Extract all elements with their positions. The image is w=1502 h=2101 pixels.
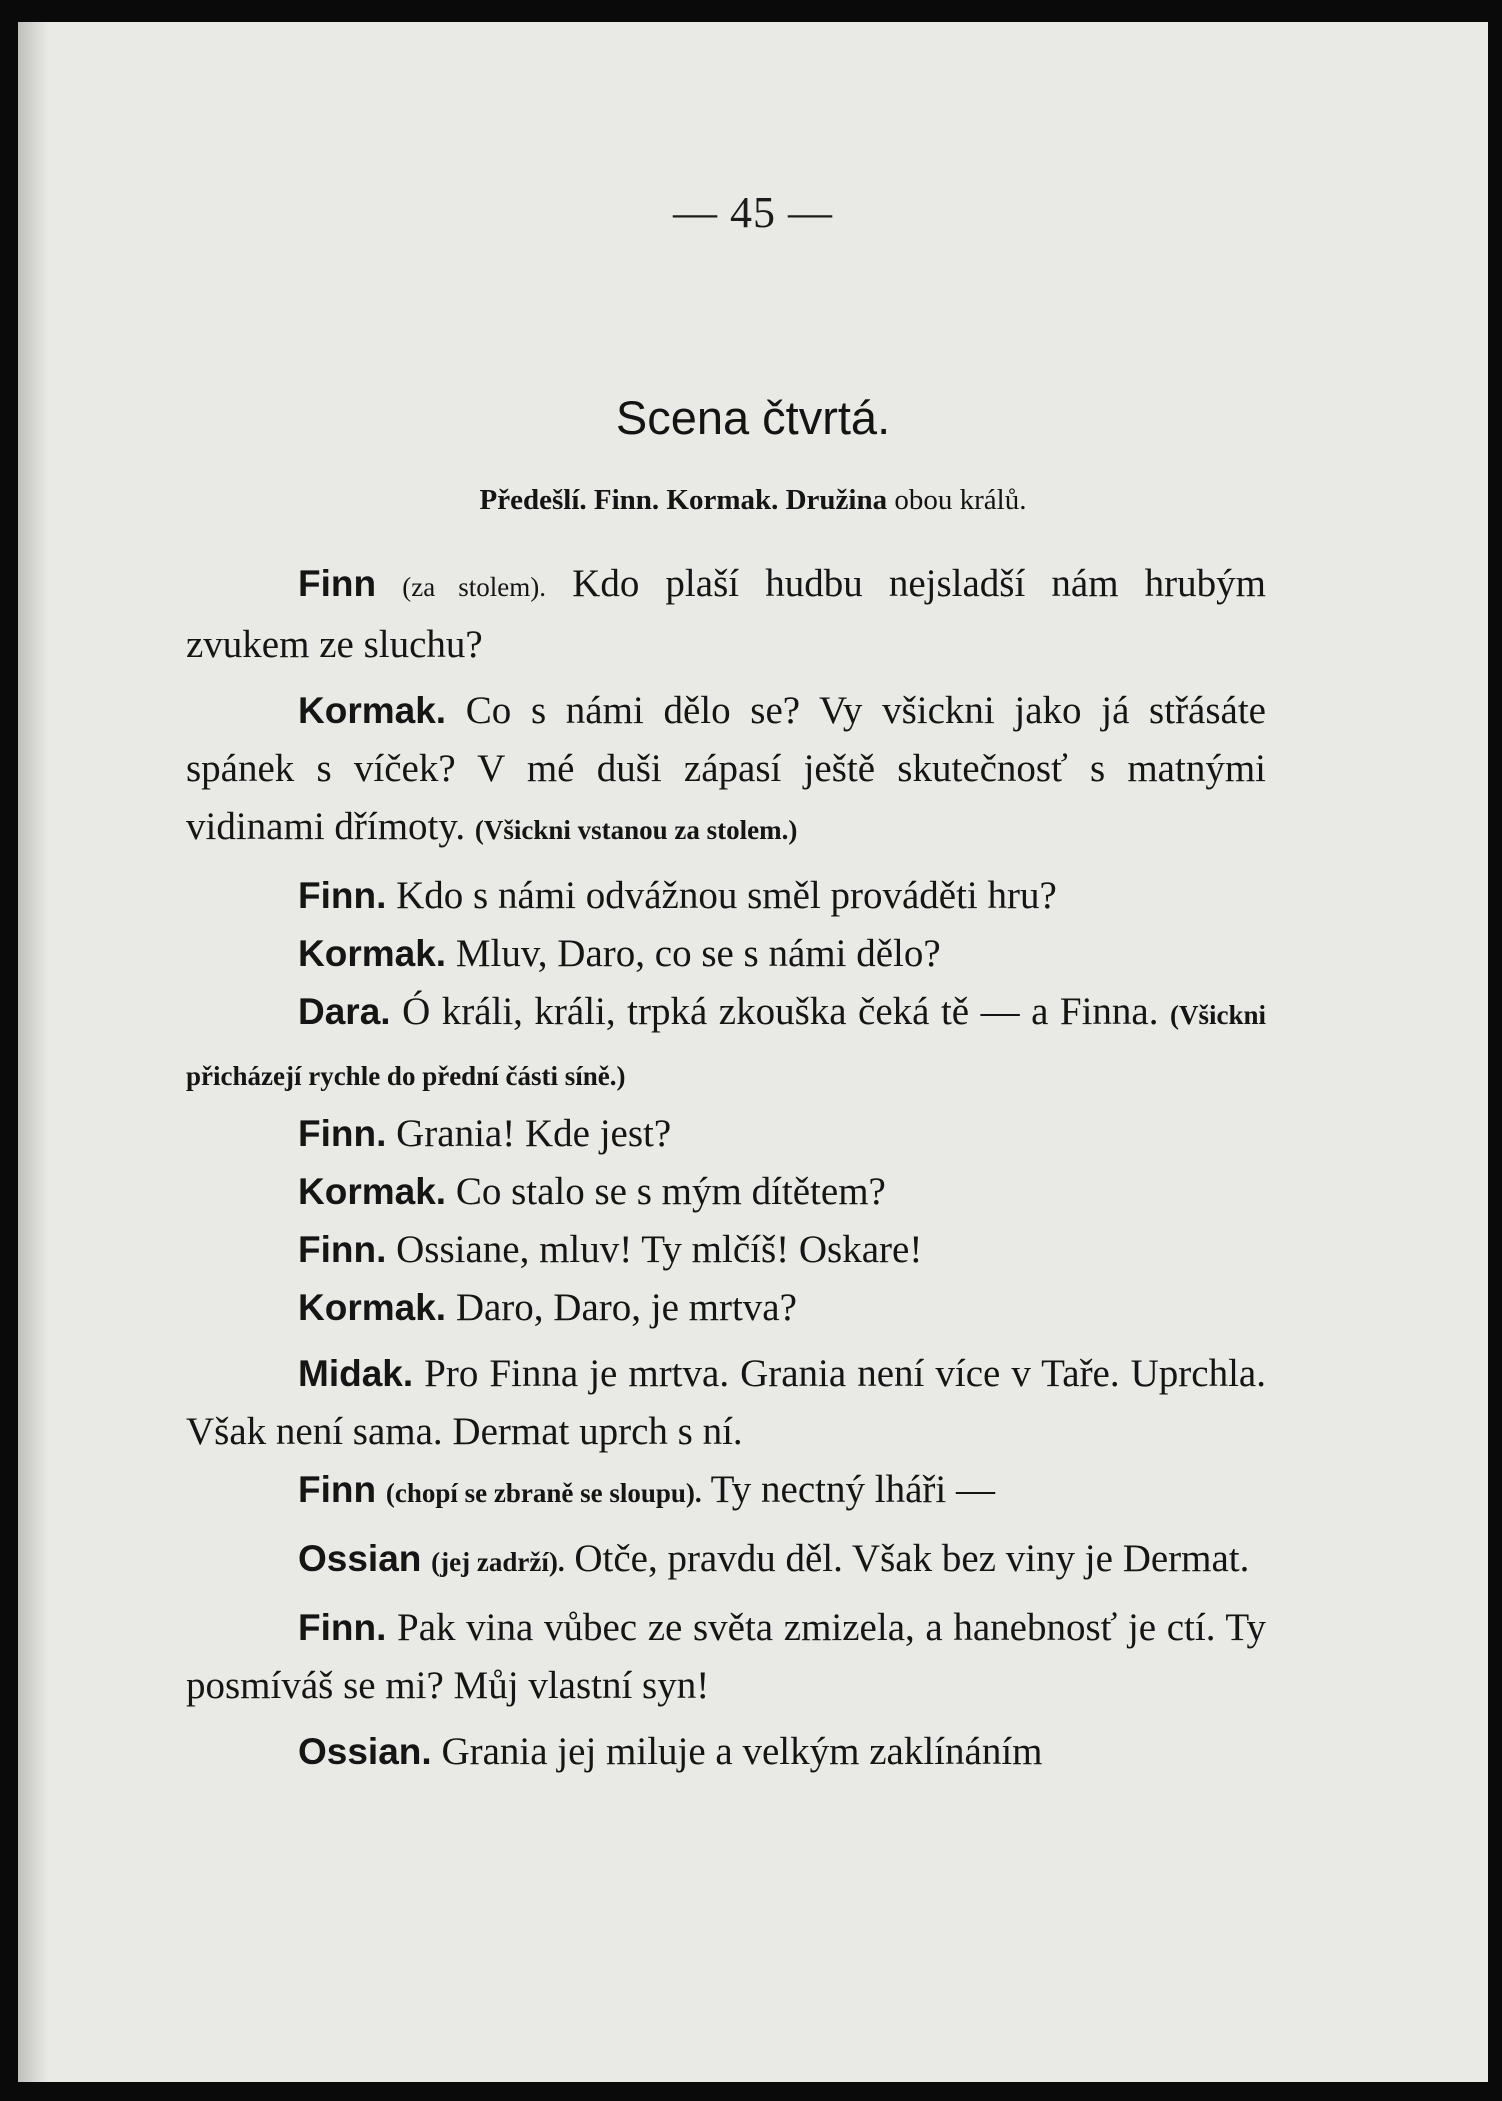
speech-text: Grania! Kde jest? bbox=[396, 1112, 672, 1155]
speaker-name: Ossian bbox=[298, 1538, 422, 1579]
dialogue-text bbox=[186, 547, 1266, 1781]
stage-direction: (jej zadrží). bbox=[431, 1547, 565, 1577]
speaker-name: Finn bbox=[298, 563, 377, 604]
dialogue-line bbox=[186, 1599, 1266, 1715]
speech-text: Pro Finna je mrtva. Grania není více v Taře. Uprchla. Však není sama. Dermat uprch s ní. bbox=[186, 1352, 1266, 1453]
stage-direction: (Všickni přicházejí rychle do přední části síně.) bbox=[186, 1000, 1267, 1091]
page-number: — 45 — bbox=[673, 188, 833, 237]
speech-text: Kdo plaší hudbu nejsladší nám hrubým zvukem ze sluchu? bbox=[186, 562, 1267, 666]
dialogue-line bbox=[186, 925, 1266, 983]
speech-text: Co stalo se s mým dítětem? bbox=[455, 1170, 886, 1213]
speaker-name: Kormak. bbox=[298, 1287, 447, 1328]
speaker-name: Finn. bbox=[298, 1113, 387, 1154]
stage-direction: (chopí se zbraně se sloupu). bbox=[385, 1478, 702, 1508]
speech-text: Ty nectný lháři — bbox=[710, 1468, 995, 1511]
dialogue-line bbox=[186, 1461, 1266, 1522]
speech-text: Kdo s námi odvážnou směl prováděti hru? bbox=[396, 874, 1057, 917]
book-page bbox=[18, 22, 1488, 2082]
dialogue-line bbox=[186, 867, 1266, 925]
speech-text: Ossiane, mluv! Ty mlčíš! Oskare! bbox=[396, 1228, 923, 1271]
stage-direction: (Všickni vstanou za stolem.) bbox=[474, 815, 798, 845]
speech-text: Daro, Daro, je mrtva? bbox=[455, 1286, 797, 1329]
stage-direction: (za stolem). bbox=[402, 572, 547, 602]
dialogue-line bbox=[186, 1221, 1266, 1279]
dialogue-line bbox=[186, 1345, 1266, 1461]
speaker-name: Finn. bbox=[298, 875, 387, 916]
speech-text: Pak vina vůbec ze světa zmizela, a hanebnosť je ctí. Ty posmíváš se mi? Můj vlastní syn! bbox=[186, 1606, 1267, 1707]
cast-note: obou králů. bbox=[894, 484, 1027, 516]
speaker-name: Midak. bbox=[298, 1353, 414, 1394]
page-edge-shadow bbox=[18, 22, 48, 2082]
dialogue-line bbox=[186, 983, 1266, 1105]
cast-characters: Předešlí. Finn. Kormak. Družina bbox=[479, 484, 888, 516]
dialogue-line bbox=[186, 1163, 1266, 1221]
dialogue-line bbox=[186, 555, 1266, 674]
speaker-name: Kormak. bbox=[298, 933, 447, 974]
speaker-name: Ossian. bbox=[298, 1731, 432, 1772]
speaker-name: Finn. bbox=[298, 1607, 387, 1648]
speech-text: Co s námi dělo se? Vy všickni jako já střásáte spánek s víček? V mé duši zápasí ještě skutečnosť s matnými vidinami dřímoty. bbox=[186, 689, 1266, 848]
speech-text: Grania jej miluje a velkým zaklínáním bbox=[441, 1730, 1043, 1773]
speech-text: Ó králi, králi, trpká zkouška čeká tě — a Finna. bbox=[402, 990, 1159, 1033]
speech-text: Otče, pravdu děl. Však bez viny je Dermat. bbox=[574, 1537, 1250, 1580]
dialogue-line bbox=[186, 1105, 1266, 1163]
dialogue-line bbox=[186, 682, 1266, 859]
cast-list bbox=[18, 484, 1488, 517]
speaker-name: Kormak. bbox=[298, 690, 447, 731]
dialogue-line bbox=[186, 1279, 1266, 1337]
speaker-name: Finn bbox=[298, 1469, 377, 1510]
dialogue-line bbox=[186, 1530, 1266, 1591]
scene-title: Scena čtvrtá. bbox=[615, 391, 891, 444]
speaker-name: Finn. bbox=[298, 1229, 387, 1270]
speaker-name: Kormak. bbox=[298, 1171, 447, 1212]
dialogue-line bbox=[186, 1723, 1266, 1781]
speech-text: Mluv, Daro, co se s námi dělo? bbox=[455, 932, 941, 975]
speaker-name: Dara. bbox=[298, 991, 391, 1032]
